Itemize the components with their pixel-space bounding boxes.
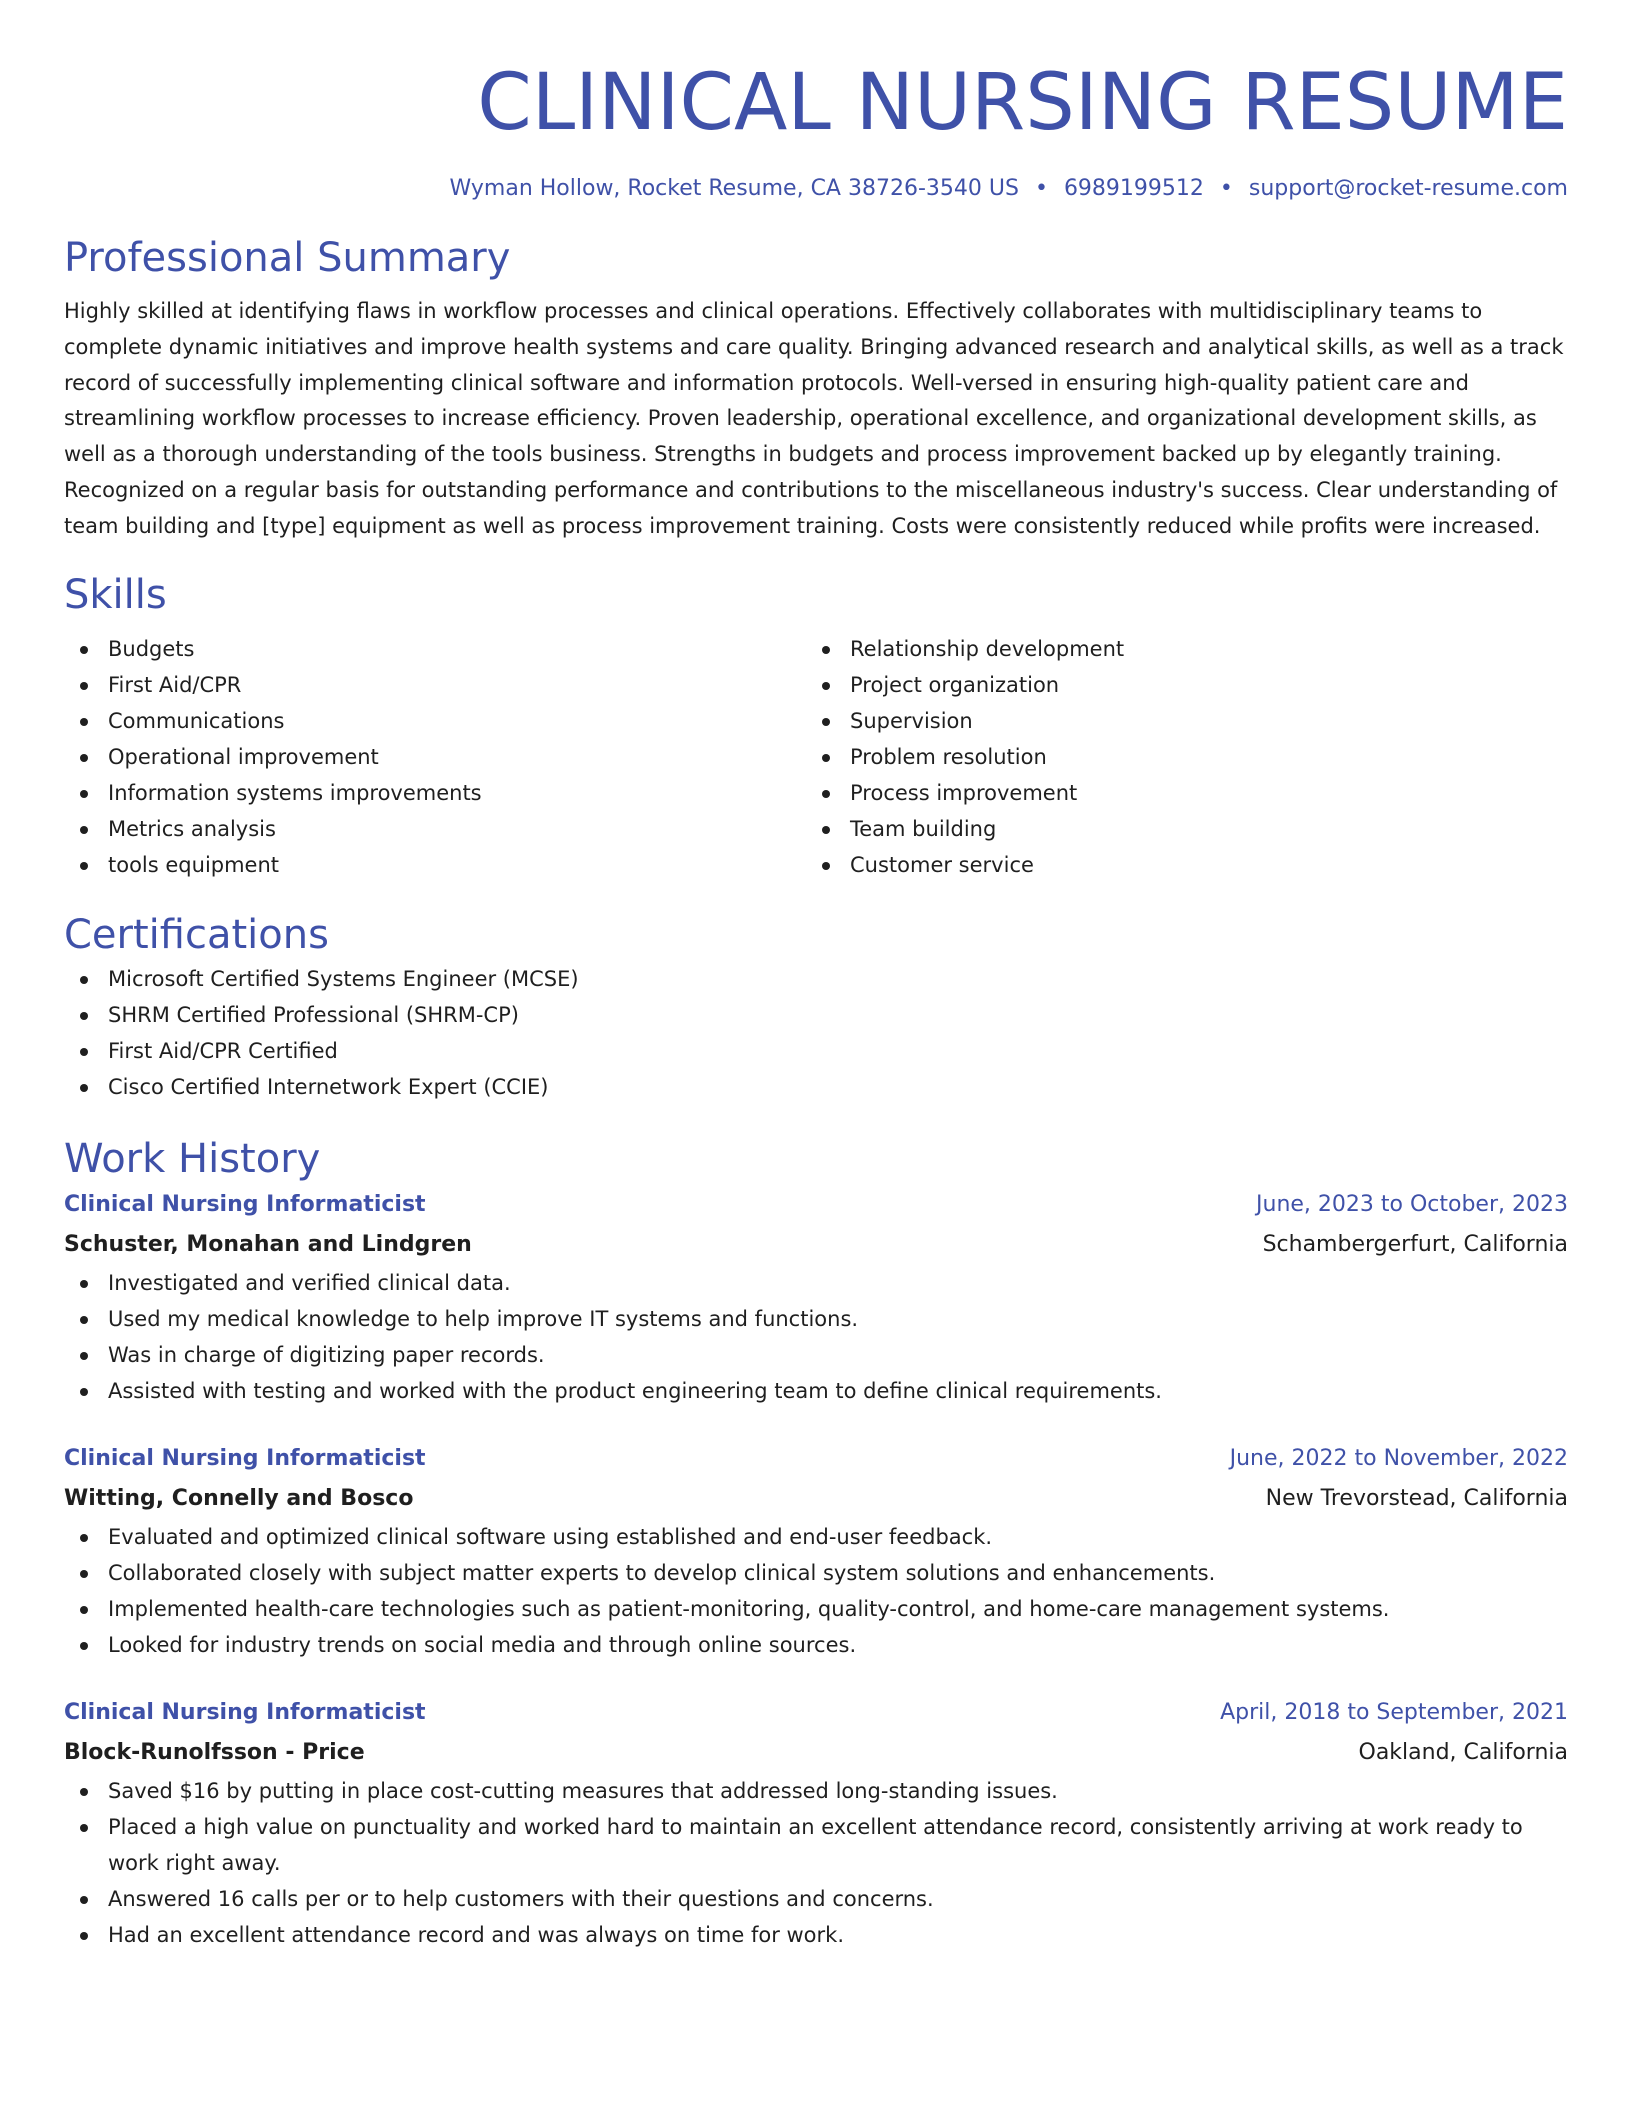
certifications-list — [64, 961, 1568, 1105]
job-company: Block-Runolfsson - Price — [64, 1739, 365, 1765]
job-bullet: Investigated and verified clinical data. — [64, 1265, 1568, 1301]
job-bullet: Implemented health-care technologies such as patient-monitoring, quality-control, and home-care management systems. — [64, 1591, 1568, 1627]
resume-title: CLINICAL NURSING RESUME — [477, 58, 1568, 148]
skill-item: First Aid/CPR — [64, 667, 806, 703]
job-bullets — [64, 1773, 1568, 1953]
certification-item: Cisco Certified Internetwork Expert (CCIE) — [64, 1069, 1568, 1105]
summary-text: Highly skilled at identifying flaws in workflow processes and clinical operations. Effectively collaborates with multidisciplinary teams to complete dynamic initiatives and improve health systems and care quality. Bringing advanced research and analytical skills, as well as a track record of successfully implementing clinical software and information protocols. Well-versed in ensuring high-quality patient care and streamlining workflow processes to increase efficiency. Proven leadership, operational excellence, and organizational development skills, as well as a thorough understanding of the tools business. Strengths in budgets and process improvement backed up by elegantly training. Recognized on a regular basis for outstanding performance and contributions to the miscellaneous industry's success. Clear understanding of team building and [type] equipment as well as process improvement training. Costs were consistently reduced while profits were increased. — [64, 299, 1564, 538]
certification-item: Microsoft Certified Systems Engineer (MCSE) — [64, 961, 1568, 997]
certification-item: SHRM Certified Professional (SHRM-CP) — [64, 997, 1568, 1033]
job-company-row — [64, 1225, 1568, 1265]
contact-email: support@rocket-resume.com — [1248, 176, 1568, 201]
job-bullet: Evaluated and optimized clinical software using established and end-user feedback. — [64, 1519, 1568, 1555]
job-header-row — [64, 1439, 1568, 1479]
skill-item: Metrics analysis — [64, 811, 806, 847]
job-bullet: Placed a high value on punctuality and worked hard to maintain an excellent attendance record, consistently arriving at work ready to work right away. — [64, 1809, 1568, 1881]
skill-item: Supervision — [806, 703, 1568, 739]
contact-address: Wyman Hollow, Rocket Resume, CA 38726-3540 US — [449, 176, 1019, 201]
skills-heading: Skills — [64, 571, 167, 618]
summary-heading: Professional Summary — [64, 235, 511, 281]
job-title: Clinical Nursing Informaticist — [64, 1699, 426, 1725]
skill-item: tools equipment — [64, 847, 806, 883]
certification-item: First Aid/CPR Certified — [64, 1033, 1568, 1069]
job-location: Oakland, California — [1358, 1739, 1568, 1765]
job-bullet: Was in charge of digitizing paper records. — [64, 1337, 1568, 1373]
certifications-heading: Certifications — [64, 911, 329, 958]
skill-item: Process improvement — [806, 775, 1568, 811]
skill-item: Communications — [64, 703, 806, 739]
skill-item: Relationship development — [806, 631, 1568, 667]
work-history-heading: Work History — [64, 1135, 321, 1182]
job-bullet: Answered 16 calls per or to help customers with their questions and concerns. — [64, 1881, 1568, 1917]
skills-grid — [64, 631, 1568, 883]
resume-page — [64, 0, 1568, 1953]
job-dates: June, 2023 to October, 2023 — [1256, 1191, 1568, 1217]
skills-list-right — [806, 631, 1568, 883]
job-company-row — [64, 1479, 1568, 1519]
job-entry — [64, 1439, 1568, 1663]
contact-separator: • — [1219, 176, 1233, 201]
job-bullet: Used my medical knowledge to help improve IT systems and functions. — [64, 1301, 1568, 1337]
job-location: New Trevorstead, California — [1265, 1485, 1568, 1511]
job-company-row — [64, 1733, 1568, 1773]
skill-item: Information systems improvements — [64, 775, 806, 811]
job-bullet: Collaborated closely with subject matter experts to develop clinical system solutions and enhancements. — [64, 1555, 1568, 1591]
job-title: Clinical Nursing Informaticist — [64, 1191, 426, 1217]
contact-phone: 6989199512 — [1063, 176, 1204, 201]
job-bullet: Had an excellent attendance record and was always on time for work. — [64, 1917, 1568, 1953]
skills-list-left — [64, 631, 806, 883]
job-title: Clinical Nursing Informaticist — [64, 1445, 426, 1471]
job-dates: April, 2018 to September, 2021 — [1220, 1699, 1568, 1725]
job-header-row — [64, 1693, 1568, 1733]
job-bullet: Assisted with testing and worked with the product engineering team to define clinical requirements. — [64, 1373, 1568, 1409]
job-entry — [64, 1693, 1568, 1953]
job-bullet: Looked for industry trends on social media and through online sources. — [64, 1627, 1568, 1663]
contact-separator: • — [1034, 176, 1048, 201]
skill-item: Team building — [806, 811, 1568, 847]
job-entry — [64, 1185, 1568, 1409]
job-bullet: Saved $16 by putting in place cost-cutting measures that addressed long-standing issues. — [64, 1773, 1568, 1809]
contact-line — [64, 174, 1568, 204]
skill-item: Customer service — [806, 847, 1568, 883]
job-header-row — [64, 1185, 1568, 1225]
skill-item: Budgets — [64, 631, 806, 667]
job-bullets — [64, 1265, 1568, 1409]
job-company: Witting, Connelly and Bosco — [64, 1485, 414, 1511]
job-dates: June, 2022 to November, 2022 — [1229, 1445, 1568, 1471]
skill-item: Operational improvement — [64, 739, 806, 775]
skill-item: Project organization — [806, 667, 1568, 703]
job-company: Schuster, Monahan and Lindgren — [64, 1231, 472, 1257]
job-bullets — [64, 1519, 1568, 1663]
job-location: Schambergerfurt, California — [1262, 1231, 1568, 1257]
skill-item: Problem resolution — [806, 739, 1568, 775]
